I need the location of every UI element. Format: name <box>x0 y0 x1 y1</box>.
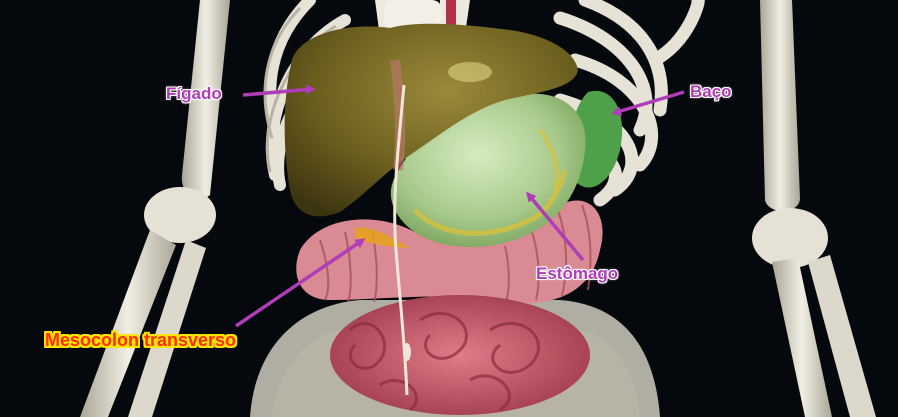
small-intestine[interactable] <box>330 295 590 415</box>
label-stomach[interactable]: Estômago <box>536 264 619 283</box>
tube-bulb <box>403 343 411 361</box>
label-spleen[interactable]: Baço <box>690 82 732 101</box>
label-mesocolon[interactable]: Mesocolon transverso <box>45 330 237 350</box>
label-liver[interactable]: Fígado <box>166 84 222 103</box>
